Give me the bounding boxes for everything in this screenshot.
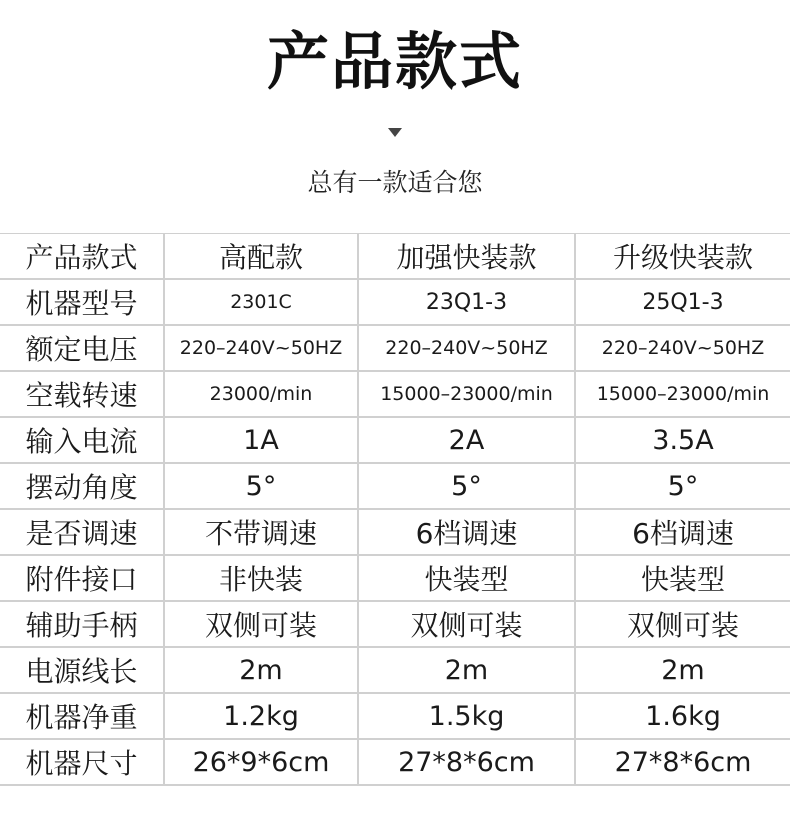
page-subtitle: 总有一款适合您: [307, 168, 483, 197]
row-label: 空载转速: [0, 371, 164, 417]
cell-value: 220–240V~50HZ: [358, 325, 575, 371]
row-label: 机器型号: [0, 279, 164, 325]
cell-value: 双侧可装: [164, 601, 358, 647]
cell-value: 5°: [358, 463, 575, 509]
table-row: [0, 739, 790, 785]
cell-value: 26*9*6cm: [164, 739, 358, 785]
table-row: [0, 463, 790, 509]
cell-value: 1.5kg: [358, 693, 575, 739]
row-label: 电源线长: [0, 647, 164, 693]
table-header-row: [0, 234, 790, 280]
cell-value: 双侧可装: [358, 601, 575, 647]
cell-value: 2m: [358, 647, 575, 693]
cell-value: 快装型: [358, 555, 575, 601]
row-label: 机器净重: [0, 693, 164, 739]
table-row: [0, 647, 790, 693]
page-title: 产品款式: [266, 25, 523, 98]
cell-value: 23Q1-3: [358, 279, 575, 325]
row-label: 附件接口: [0, 555, 164, 601]
cell-value: 5°: [164, 463, 358, 509]
table-row: [0, 279, 790, 325]
cell-value: 1.6kg: [575, 693, 790, 739]
triangle-down-icon: [388, 128, 402, 137]
column-header-high-config: 高配款: [164, 234, 358, 280]
table-row: [0, 555, 790, 601]
row-label: 摆动角度: [0, 463, 164, 509]
table-row: [0, 371, 790, 417]
cell-value: 双侧可装: [575, 601, 790, 647]
cell-value: 27*8*6cm: [358, 739, 575, 785]
table-row: [0, 601, 790, 647]
cell-value: 不带调速: [164, 509, 358, 555]
spec-table: [0, 233, 790, 786]
cell-value: 2A: [358, 417, 575, 463]
row-label: 辅助手柄: [0, 601, 164, 647]
cell-value: 2m: [575, 647, 790, 693]
cell-value: 220–240V~50HZ: [164, 325, 358, 371]
row-label: 是否调速: [0, 509, 164, 555]
cell-value: 6档调速: [575, 509, 790, 555]
cell-value: 15000–23000/min: [358, 371, 575, 417]
cell-value: 2m: [164, 647, 358, 693]
cell-value: 5°: [575, 463, 790, 509]
column-header-enhanced-quick: 加强快装款: [358, 234, 575, 280]
row-label: 机器尺寸: [0, 739, 164, 785]
row-label: 输入电流: [0, 417, 164, 463]
cell-value: 220–240V~50HZ: [575, 325, 790, 371]
row-label: 额定电压: [0, 325, 164, 371]
cell-value: 1.2kg: [164, 693, 358, 739]
cell-value: 27*8*6cm: [575, 739, 790, 785]
cell-value: 快装型: [575, 555, 790, 601]
cell-value: 1A: [164, 417, 358, 463]
table-row: [0, 509, 790, 555]
cell-value: 25Q1-3: [575, 279, 790, 325]
table-row: [0, 693, 790, 739]
cell-value: 15000–23000/min: [575, 371, 790, 417]
column-header-upgraded-quick: 升级快装款: [575, 234, 790, 280]
cell-value: 3.5A: [575, 417, 790, 463]
cell-value: 6档调速: [358, 509, 575, 555]
column-header-style: 产品款式: [0, 234, 164, 280]
cell-value: 23000/min: [164, 371, 358, 417]
cell-value: 非快装: [164, 555, 358, 601]
cell-value: 2301C: [164, 279, 358, 325]
table-row: [0, 325, 790, 371]
table-row: [0, 417, 790, 463]
